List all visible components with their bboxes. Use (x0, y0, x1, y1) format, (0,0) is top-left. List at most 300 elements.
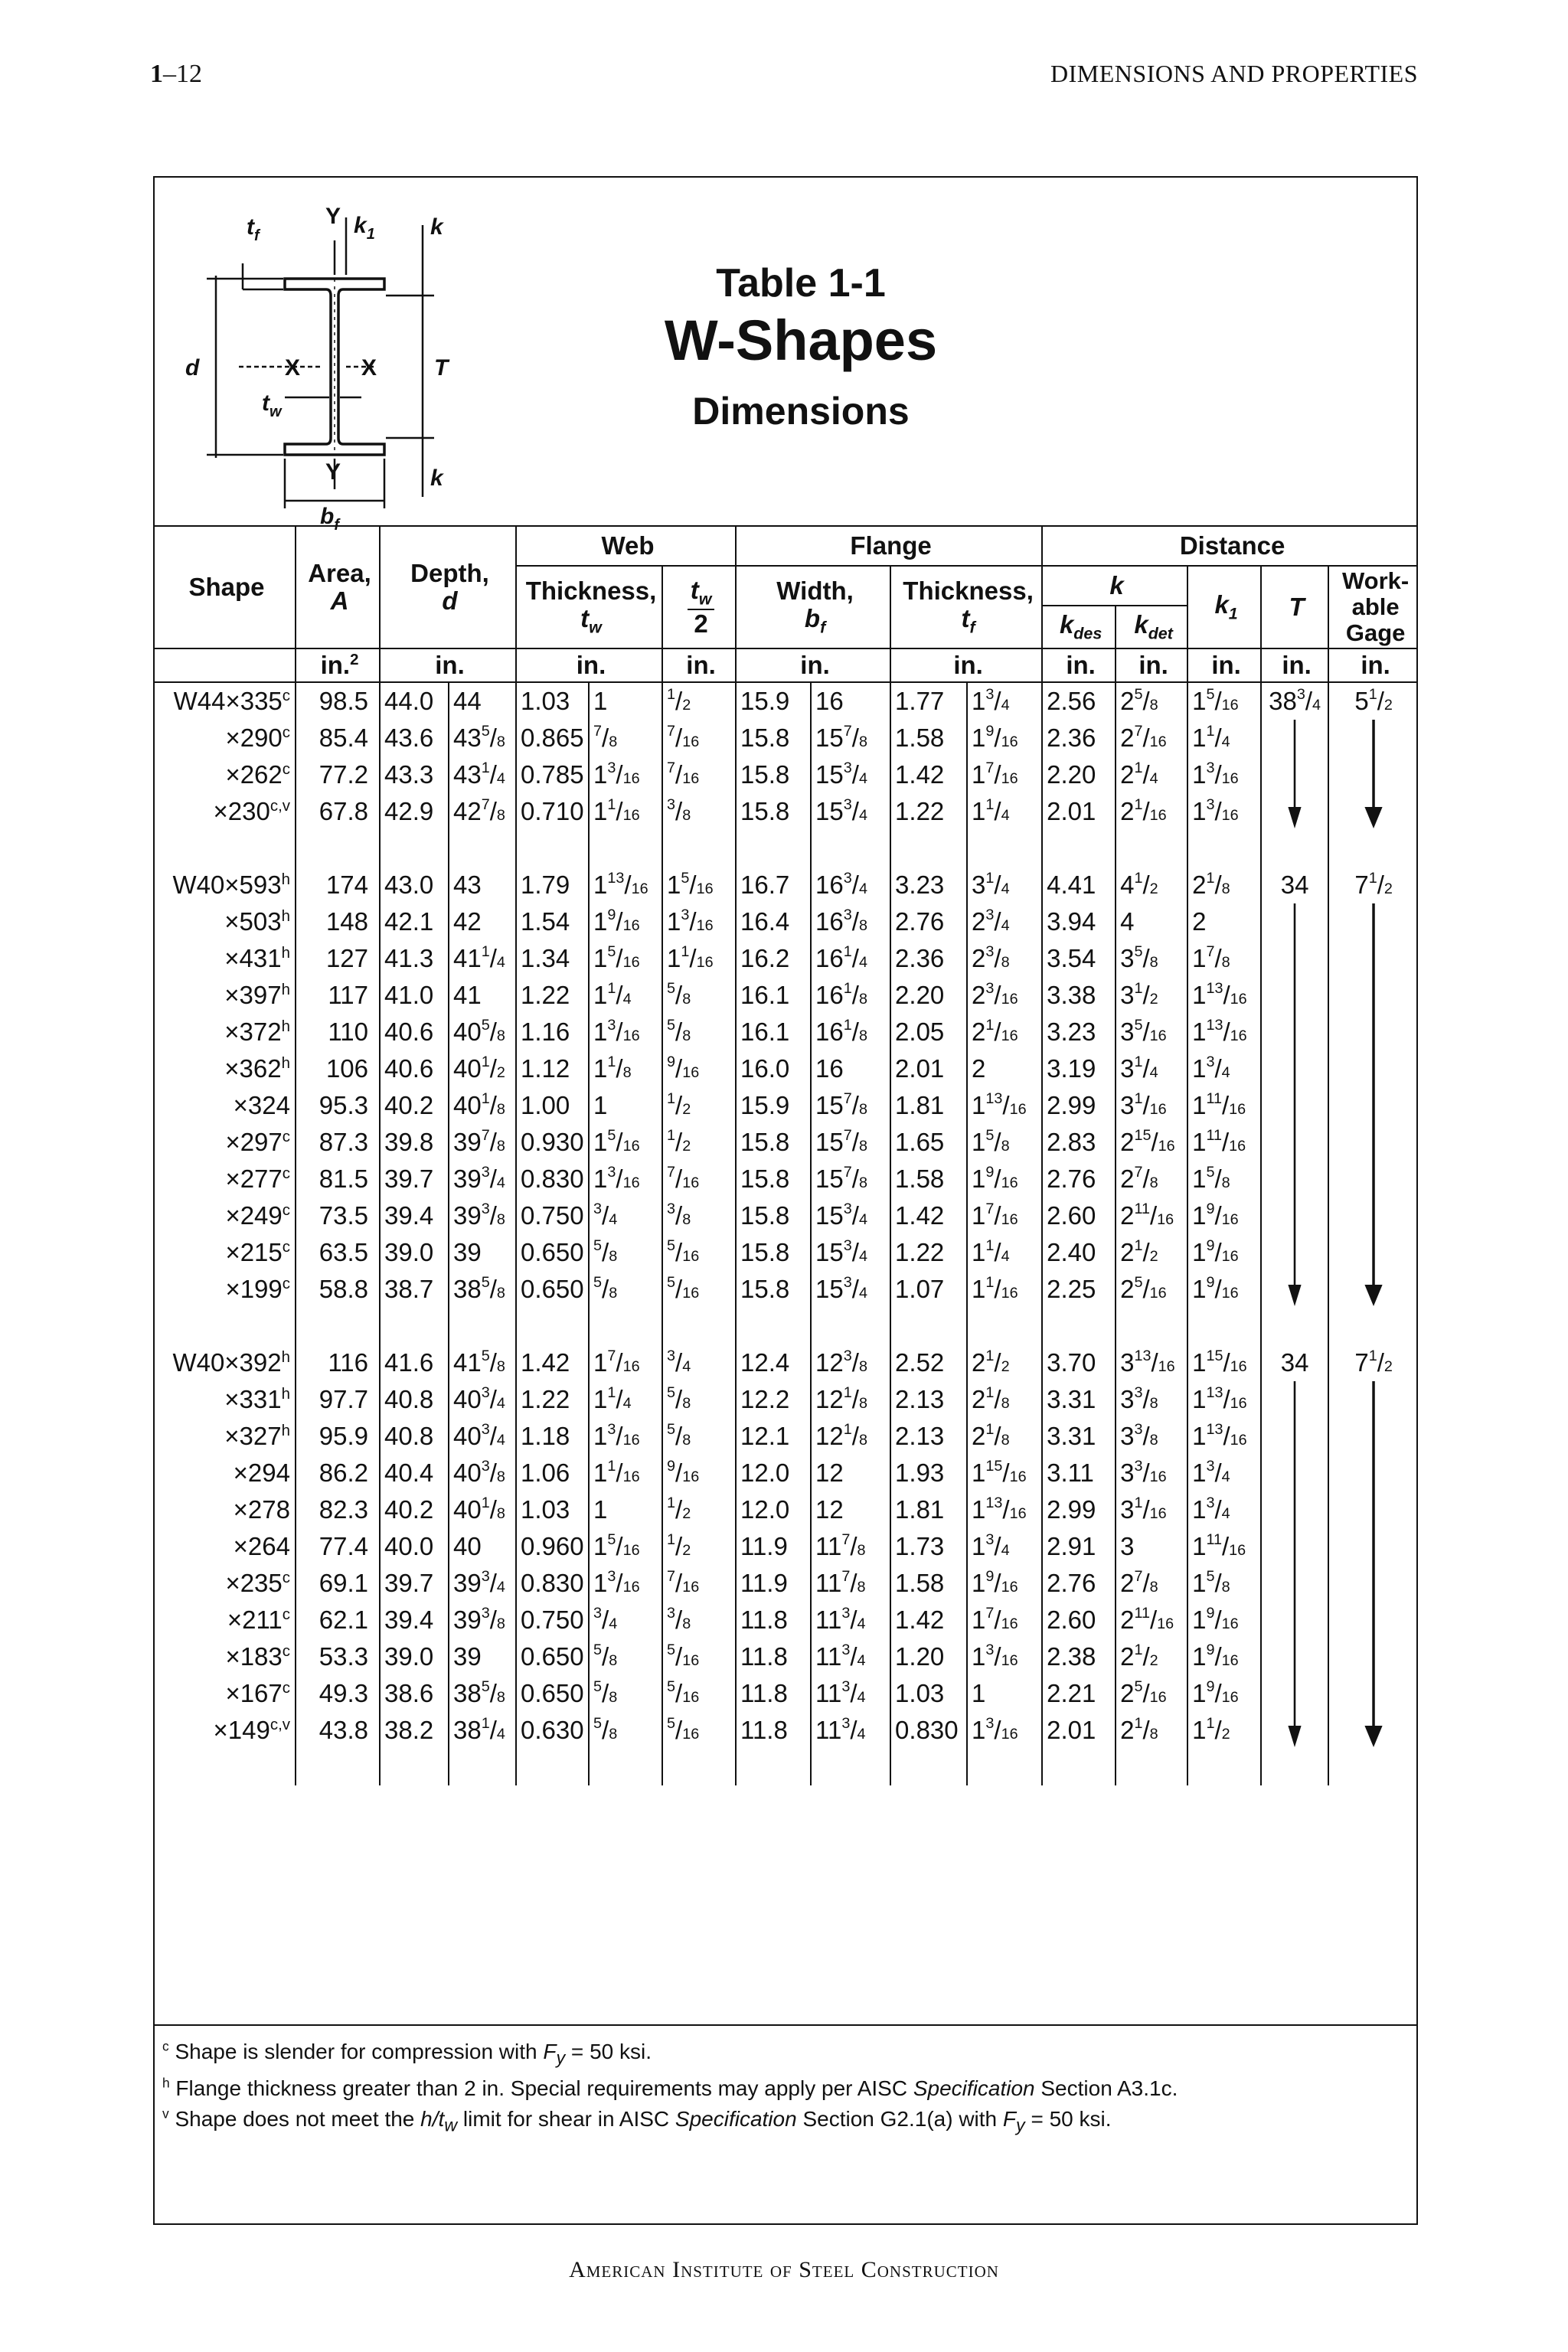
cell-tw-half: $^3$/8 (662, 793, 736, 830)
cell-gage (1328, 1124, 1418, 1161)
arrow-shaft (1329, 1197, 1418, 1234)
cell-flange-bf-frac: $16^1/8$ (811, 1014, 890, 1050)
cell-shape: $W44\times 335^c$ (173, 687, 290, 715)
cell-area: 98.5 (296, 682, 380, 720)
cell-area: 148 (296, 903, 380, 940)
cell-shape: $\times 249^c$ (225, 1201, 290, 1230)
cell-area: 97.7 (296, 1381, 380, 1418)
cell-flange-tf-frac: $2^1/8$ (967, 1418, 1042, 1455)
col-depth: Depth, d (380, 526, 516, 648)
arrow-shaft (1329, 1565, 1418, 1602)
cell-kdes: 3.31 (1042, 1418, 1116, 1455)
cell-flange-bf-frac: $16^1/8$ (811, 977, 890, 1014)
cell-web-tw-frac: $^3$/4 (589, 1602, 662, 1638)
cell-kdet: $3^3/8$ (1116, 1418, 1187, 1455)
cell-area: 53.3 (296, 1638, 380, 1675)
cell-depth-dec: 38.7 (380, 1271, 449, 1308)
cell-flange-tf-frac: $1^9/16$ (967, 1161, 1042, 1197)
cell-kdes: 2.25 (1042, 1271, 1116, 1308)
cell-flange-bf-dec: 11.9 (736, 1565, 811, 1602)
cell-flange-bf-dec: 16.4 (736, 903, 811, 940)
cell-web-tw-frac: $1^1/8$ (589, 1050, 662, 1087)
cell-flange-tf-dec: 2.20 (890, 977, 967, 1014)
cell-kdet: $3^3/8$ (1116, 1381, 1187, 1418)
cell-kdes: 2.91 (1042, 1528, 1116, 1565)
cell-flange-bf-dec: 15.8 (736, 1234, 811, 1271)
cell-flange-bf-frac: $11^3/4$ (811, 1675, 890, 1712)
arrow-shaft (1262, 1528, 1328, 1565)
footnote-h: $^h$ Flange thickness greater than 2 in. Special requirements may apply per AISC Specification Section A3.1c. (162, 2075, 1178, 2100)
filler-row (155, 1749, 1418, 1785)
cell-T (1261, 1381, 1328, 1418)
cell-flange-bf-frac: $15^3/4$ (811, 793, 890, 830)
cell-k1: $1^9/16$ (1187, 1602, 1261, 1638)
cell-flange-tf-dec: 1.58 (890, 720, 967, 756)
arrow-shaft (1262, 720, 1328, 756)
cell-T (1261, 1712, 1328, 1749)
cell-k1: $1^{13}/16$ (1187, 977, 1261, 1014)
cell-flange-bf-dec: 12.0 (736, 1455, 811, 1491)
cell-kdet: $3^{13}/16$ (1116, 1344, 1187, 1381)
cell-web-tw-dec: 1.03 (516, 682, 589, 720)
cell-web-tw-dec: 0.865 (516, 720, 589, 756)
cell-T (1261, 1087, 1328, 1124)
cell-kdet: $3^1/16$ (1116, 1087, 1187, 1124)
gap-cell (1116, 1308, 1187, 1344)
unit-flange-width: in. (736, 648, 890, 682)
cell-web-tw-frac: $1^1/4$ (589, 1381, 662, 1418)
cell-shape: ×294 (233, 1459, 290, 1487)
arrow-shaft (1262, 1455, 1328, 1491)
filler-cell (296, 1749, 380, 1785)
cell-flange-tf-frac: $2^1/8$ (967, 1381, 1042, 1418)
label-k-bottom: k (430, 466, 443, 491)
label-bf: $b_f$ (320, 504, 339, 534)
cell-flange-tf-frac: 1 (967, 1675, 1042, 1712)
cell-web-tw-dec: 0.830 (516, 1565, 589, 1602)
cell-gage (1328, 1675, 1418, 1712)
cell-area: 87.3 (296, 1124, 380, 1161)
cell-web-tw-dec: 0.710 (516, 793, 589, 830)
cell-depth-dec: 43.0 (380, 867, 449, 903)
gap-cell (296, 1308, 380, 1344)
arrow-shaft (1329, 1161, 1418, 1197)
cell-tw-half: $^7$/16 (662, 720, 736, 756)
col-T: T (1261, 566, 1328, 648)
cell-tw-half: $^5$/8 (662, 1381, 736, 1418)
cell-flange-bf-dec: 16.1 (736, 977, 811, 1014)
cell-depth-dec: 40.2 (380, 1087, 449, 1124)
cell-kdes: 2.01 (1042, 1712, 1116, 1749)
cell-kdes: 2.56 (1042, 682, 1116, 720)
cell-flange-bf-dec: 16.0 (736, 1050, 811, 1087)
cell-depth-frac: $42^7/8$ (449, 793, 516, 830)
cell-gage (1328, 1234, 1418, 1271)
cell-area: 77.2 (296, 756, 380, 793)
cell-tw-half: $^7$/16 (662, 1161, 736, 1197)
cell-tw-half: $^5$/8 (662, 1014, 736, 1050)
arrow-shaft (1329, 1455, 1418, 1491)
table-row (155, 1381, 1418, 1418)
cell-depth-dec: 38.2 (380, 1712, 449, 1749)
table-row (155, 1234, 1418, 1271)
cell-flange-tf-dec: 1.42 (890, 756, 967, 793)
arrow-shaft (1329, 1675, 1418, 1712)
cell-flange-bf-dec: 15.9 (736, 682, 811, 720)
cell-web-tw-frac: 1 (589, 1087, 662, 1124)
cell-flange-tf-frac: $1^9/16$ (967, 720, 1042, 756)
table-row (155, 1418, 1418, 1455)
filler-cell (449, 1749, 516, 1785)
cell-kdet: $3^1/2$ (1116, 977, 1187, 1014)
cell-flange-bf-frac: $12^1/8$ (811, 1418, 890, 1455)
cell-flange-bf-frac: $11^7/8$ (811, 1528, 890, 1565)
cell-kdes: 2.40 (1042, 1234, 1116, 1271)
cell-shape: ×324 (233, 1091, 290, 1119)
cell-flange-bf-frac: 12 (811, 1455, 890, 1491)
table-row (155, 1271, 1418, 1308)
cell-depth-frac: 40 (449, 1528, 516, 1565)
cell-kdet: $4^1/2$ (1116, 867, 1187, 903)
cell-area: 110 (296, 1014, 380, 1050)
cell-flange-tf-dec: 1.42 (890, 1602, 967, 1638)
cell-web-tw-dec: 0.650 (516, 1675, 589, 1712)
label-tw: $t_w$ (262, 390, 282, 420)
cell-flange-tf-frac: $1^1/4$ (967, 1234, 1042, 1271)
cell-kdet: $2^5/16$ (1116, 1675, 1187, 1712)
dimensions-table (155, 525, 1418, 1785)
cell-kdes: 2.76 (1042, 1161, 1116, 1197)
cell-T (1261, 1050, 1328, 1087)
cell-flange-bf-dec: 16.7 (736, 867, 811, 903)
cell-tw-half: $1^5/16$ (662, 867, 736, 903)
cell-area: 67.8 (296, 793, 380, 830)
cell-tw-half: $^1$/2 (662, 1491, 736, 1528)
filler-cell (155, 1749, 296, 1785)
footnote-divider (155, 2024, 1416, 2026)
cell-area: 82.3 (296, 1491, 380, 1528)
cell-flange-tf-dec: 1.65 (890, 1124, 967, 1161)
label-y-top: Y (325, 204, 341, 229)
filler-cell (967, 1749, 1042, 1785)
cell-web-tw-frac: $1^3/16$ (589, 1565, 662, 1602)
cell-flange-bf-frac: $16^3/4$ (811, 867, 890, 903)
cell-web-tw-dec: 1.54 (516, 903, 589, 940)
cell-tw-half: $^5$/8 (662, 1418, 736, 1455)
arrow-shaft (1262, 756, 1328, 793)
col-area: Area, A (296, 526, 380, 648)
cell-flange-tf-dec: 1.81 (890, 1087, 967, 1124)
cell-depth-frac: 39 (449, 1234, 516, 1271)
cell-depth-frac: 44 (449, 682, 516, 720)
cell-tw-half: $^3$/8 (662, 1602, 736, 1638)
gap-cell (1187, 1308, 1261, 1344)
cell-flange-tf-dec: 1.58 (890, 1161, 967, 1197)
cell-depth-dec: 40.2 (380, 1491, 449, 1528)
cell-flange-bf-frac: $15^7/8$ (811, 1124, 890, 1161)
cell-depth-frac: $39^7/8$ (449, 1124, 516, 1161)
cell-kdet: $2^{15}/16$ (1116, 1124, 1187, 1161)
cell-k1: $1^{15}/16$ (1187, 1344, 1261, 1381)
cell-k1: $1^{11}/16$ (1187, 1087, 1261, 1124)
cell-web-tw-frac: 1 (589, 682, 662, 720)
cell-kdet: $2^7/16$ (1116, 720, 1187, 756)
cell-depth-frac: $40^5/8$ (449, 1014, 516, 1050)
cell-depth-frac: 43 (449, 867, 516, 903)
filler-cell (890, 1749, 967, 1785)
down-arrow-icon (1329, 793, 1418, 830)
cell-flange-tf-dec: 2.13 (890, 1418, 967, 1455)
cell-shape: $\times 331^h$ (224, 1385, 290, 1413)
cell-flange-tf-frac: $1^{13}/16$ (967, 1087, 1042, 1124)
cell-shape: $\times 431^h$ (224, 944, 290, 972)
cell-flange-tf-dec: 2.13 (890, 1381, 967, 1418)
cell-shape: $\times 235^c$ (225, 1569, 290, 1597)
cell-kdet: $2^7/8$ (1116, 1161, 1187, 1197)
cell-flange-tf-frac: $1^7/16$ (967, 756, 1042, 793)
cell-k1: $1^3/16$ (1187, 793, 1261, 830)
cell-kdes: 3.11 (1042, 1455, 1116, 1491)
cell-depth-dec: 39.0 (380, 1638, 449, 1675)
cell-kdes: 3.38 (1042, 977, 1116, 1014)
table-row (155, 1050, 1418, 1087)
cell-tw-half: $^3$/4 (662, 1344, 736, 1381)
cell-flange-bf-dec: 11.8 (736, 1602, 811, 1638)
arrow-shaft (1262, 1087, 1328, 1124)
cell-kdes: 2.38 (1042, 1638, 1116, 1675)
cell-area: 77.4 (296, 1528, 380, 1565)
cell-depth-frac: $39^3/4$ (449, 1565, 516, 1602)
arrow-shaft (1329, 1491, 1418, 1528)
cell-depth-frac: $38^5/8$ (449, 1675, 516, 1712)
arrow-shaft (1262, 977, 1328, 1014)
cell-gage: $7^1/2$ (1328, 1344, 1418, 1381)
cell-shape: $\times 215^c$ (225, 1238, 290, 1266)
table-row (155, 1565, 1418, 1602)
cell-gage (1328, 1528, 1418, 1565)
arrow-shaft (1329, 720, 1418, 756)
cell-area: 58.8 (296, 1271, 380, 1308)
cell-flange-tf-frac: $1^1/4$ (967, 793, 1042, 830)
cell-tw-half: $^5$/16 (662, 1234, 736, 1271)
cell-flange-tf-frac: $1^3/4$ (967, 682, 1042, 720)
cell-flange-bf-dec: 12.0 (736, 1491, 811, 1528)
col-distance: Distance (1042, 526, 1418, 566)
cell-area: 85.4 (296, 720, 380, 756)
cell-gage (1328, 1602, 1418, 1638)
arrow-shaft (1329, 1381, 1418, 1418)
gap-cell (1042, 830, 1116, 867)
cell-tw-half: $^9$/16 (662, 1455, 736, 1491)
cell-flange-bf-frac: $11^3/4$ (811, 1638, 890, 1675)
cell-web-tw-frac: $1^3/16$ (589, 1161, 662, 1197)
cell-T (1261, 1638, 1328, 1675)
cell-k1: $1^9/16$ (1187, 1234, 1261, 1271)
gap-cell (589, 1308, 662, 1344)
cell-kdet: $2^7/8$ (1116, 1565, 1187, 1602)
cell-flange-tf-dec: 1.81 (890, 1491, 967, 1528)
gap-cell (967, 830, 1042, 867)
cell-tw-half: $^1$/2 (662, 682, 736, 720)
cell-web-tw-frac: $^5$/8 (589, 1638, 662, 1675)
table-row (155, 1161, 1418, 1197)
cell-flange-tf-frac: $2^1/16$ (967, 1014, 1042, 1050)
cell-depth-frac: $38^1/4$ (449, 1712, 516, 1749)
cell-T (1261, 720, 1328, 756)
cell-shape: $\times 397^h$ (224, 981, 290, 1009)
arrow-shaft (1262, 1050, 1328, 1087)
cell-k1: $1^3/4$ (1187, 1455, 1261, 1491)
gap-cell (1042, 1308, 1116, 1344)
col-tw-half: $t_w$ 2 (662, 566, 736, 648)
cell-depth-dec: 43.3 (380, 756, 449, 793)
col-workable-gage: Work- able Gage (1328, 566, 1418, 648)
cell-area: 73.5 (296, 1197, 380, 1234)
cell-flange-tf-frac: $1^3/16$ (967, 1638, 1042, 1675)
cell-flange-tf-dec: 1.77 (890, 682, 967, 720)
cell-flange-tf-dec: 1.93 (890, 1455, 967, 1491)
arrow-shaft (1329, 1418, 1418, 1455)
cell-flange-bf-frac: $15^3/4$ (811, 1197, 890, 1234)
gap-cell (516, 1308, 589, 1344)
filler-cell (1187, 1749, 1261, 1785)
page-footer: American Institute of Steel Construction (569, 2257, 999, 2282)
cell-web-tw-dec: 1.18 (516, 1418, 589, 1455)
cell-flange-tf-frac: $1^3/4$ (967, 1528, 1042, 1565)
cell-flange-bf-dec: 15.8 (736, 1161, 811, 1197)
cell-area: 63.5 (296, 1234, 380, 1271)
cell-depth-dec: 42.9 (380, 793, 449, 830)
cell-kdes: 3.94 (1042, 903, 1116, 940)
cell-shape: ×264 (233, 1532, 290, 1560)
cell-k1: $1^5/16$ (1187, 682, 1261, 720)
cell-flange-tf-frac: $1^5/8$ (967, 1124, 1042, 1161)
cell-web-tw-dec: 1.42 (516, 1344, 589, 1381)
cell-shape: $\times 199^c$ (225, 1275, 290, 1303)
cell-web-tw-dec: 0.930 (516, 1124, 589, 1161)
cell-k1: $1^1/4$ (1187, 720, 1261, 756)
cell-tw-half: $1^3/16$ (662, 903, 736, 940)
cell-gage (1328, 1161, 1418, 1197)
cell-area: 81.5 (296, 1161, 380, 1197)
cell-flange-bf-frac: 16 (811, 1050, 890, 1087)
footnotes (162, 2037, 1178, 2140)
filler-cell (1328, 1749, 1418, 1785)
cell-T (1261, 1124, 1328, 1161)
cell-web-tw-dec: 1.34 (516, 940, 589, 977)
cell-tw-half: $^5$/16 (662, 1638, 736, 1675)
cell-tw-half: $^1$/2 (662, 1124, 736, 1161)
table-row (155, 1344, 1418, 1381)
cell-flange-bf-frac: $15^3/4$ (811, 1271, 890, 1308)
cell-depth-dec: 39.4 (380, 1602, 449, 1638)
arrow-shaft (1262, 940, 1328, 977)
gap-cell (380, 830, 449, 867)
cell-k1: $1^7/8$ (1187, 940, 1261, 977)
cell-area: 116 (296, 1344, 380, 1381)
cell-flange-tf-frac: $1^3/16$ (967, 1712, 1042, 1749)
cell-gage (1328, 1014, 1418, 1050)
gap-cell (449, 830, 516, 867)
table-row (155, 720, 1418, 756)
cell-depth-frac: $41^5/8$ (449, 1344, 516, 1381)
table-subtitle: Dimensions (692, 390, 910, 433)
table-row (155, 940, 1418, 977)
cell-k1: $1^{13}/16$ (1187, 1381, 1261, 1418)
arrow-shaft (1329, 1014, 1418, 1050)
filler-cell (1042, 1749, 1116, 1785)
cell-kdes: 3.70 (1042, 1344, 1116, 1381)
cell-kdet: $2^1/2$ (1116, 1234, 1187, 1271)
cell-kdet: $3^5/8$ (1116, 940, 1187, 977)
cell-flange-tf-dec: 1.42 (890, 1197, 967, 1234)
table-row (155, 903, 1418, 940)
cell-kdet: $2^1/4$ (1116, 756, 1187, 793)
gap-cell (1261, 1308, 1328, 1344)
gap-cell (296, 830, 380, 867)
unit-web-thickness: in. (516, 648, 662, 682)
cell-flange-bf-frac: $16^3/8$ (811, 903, 890, 940)
cell-web-tw-frac: $1^3/16$ (589, 1014, 662, 1050)
cell-k1: $1^{11}/16$ (1187, 1528, 1261, 1565)
col-flange: Flange (736, 526, 1042, 566)
cell-gage (1328, 1491, 1418, 1528)
cell-flange-tf-frac: $1^{13}/16$ (967, 1491, 1042, 1528)
gap-cell (516, 830, 589, 867)
title-block (155, 178, 1416, 534)
arrow-shaft (1329, 977, 1418, 1014)
cell-gage (1328, 1638, 1418, 1675)
unit-flange-thickness: in. (890, 648, 1042, 682)
table-row (155, 1197, 1418, 1234)
cell-depth-frac: $40^1/2$ (449, 1050, 516, 1087)
cell-gage (1328, 1087, 1418, 1124)
filler-cell (662, 1749, 736, 1785)
arrow-shaft (1262, 1381, 1328, 1418)
table-row (155, 1638, 1418, 1675)
cell-kdes: 2.60 (1042, 1197, 1116, 1234)
cell-flange-bf-frac: 16 (811, 682, 890, 720)
label-tf: $t_f$ (247, 214, 260, 244)
down-arrow-icon (1329, 1712, 1418, 1749)
cell-kdes: 2.83 (1042, 1124, 1116, 1161)
unit-k1: in. (1187, 648, 1261, 682)
cell-flange-bf-dec: 15.9 (736, 1087, 811, 1124)
running-head: DIMENSIONS AND PROPERTIES (1050, 60, 1418, 87)
cell-web-tw-dec: 0.630 (516, 1712, 589, 1749)
arrow-shaft (1262, 1638, 1328, 1675)
unit-shape (155, 648, 296, 682)
cell-web-tw-frac: $^5$/8 (589, 1675, 662, 1712)
cell-web-tw-frac: $1^5/16$ (589, 1124, 662, 1161)
cell-T (1261, 940, 1328, 977)
gap-cell (890, 1308, 967, 1344)
down-arrow-icon (1262, 1271, 1328, 1308)
gap-cell (1328, 830, 1418, 867)
cell-web-tw-dec: 1.22 (516, 977, 589, 1014)
cell-flange-tf-frac: $2^3/16$ (967, 977, 1042, 1014)
unit-T: in. (1261, 648, 1328, 682)
cell-web-tw-frac: $1^7/16$ (589, 1344, 662, 1381)
cell-flange-bf-dec: 15.8 (736, 720, 811, 756)
cell-kdet: $2^5/16$ (1116, 1271, 1187, 1308)
cell-flange-bf-dec: 11.8 (736, 1675, 811, 1712)
cell-k1: $1^3/4$ (1187, 1050, 1261, 1087)
cell-shape: $\times 297^c$ (225, 1128, 290, 1156)
col-web-thickness: Thickness, $t_w$ (516, 566, 662, 648)
cell-shape: $\times 262^c$ (225, 760, 290, 789)
cell-web-tw-frac: $^3$/4 (589, 1197, 662, 1234)
